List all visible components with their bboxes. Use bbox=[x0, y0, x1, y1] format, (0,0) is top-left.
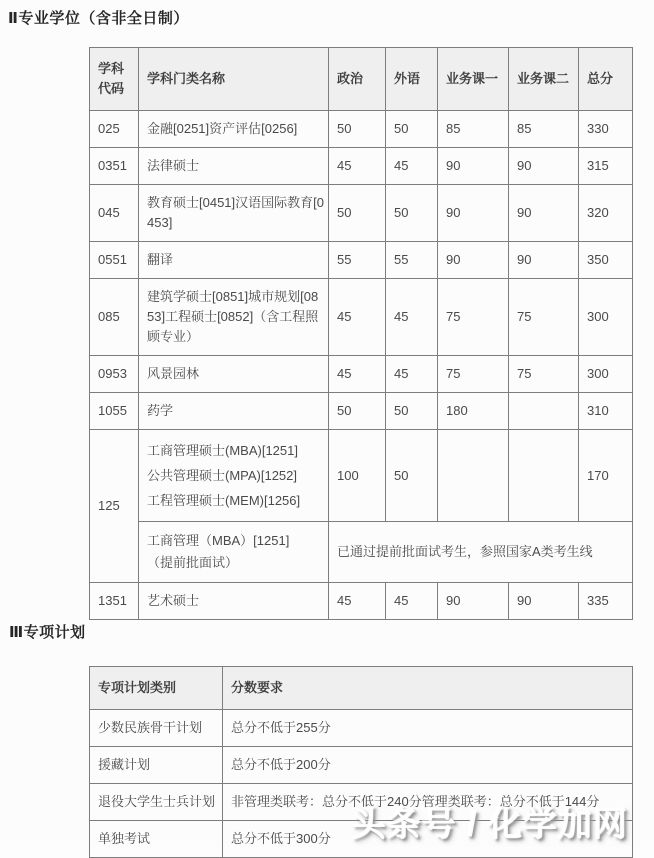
cell-politics: 50 bbox=[329, 393, 386, 430]
table-row bbox=[90, 111, 633, 148]
cell-foreign: 50 bbox=[386, 185, 438, 242]
cell-plan-category: 少数民族骨干计划 bbox=[90, 710, 223, 747]
cell-mba-names bbox=[139, 430, 329, 522]
table-row bbox=[90, 710, 633, 747]
cell-total: 335 bbox=[579, 583, 633, 620]
cell-politics: 55 bbox=[329, 242, 386, 279]
cell-code: 045 bbox=[90, 185, 139, 242]
header-politics: 政治 bbox=[329, 48, 386, 111]
cell-total: 300 bbox=[579, 279, 633, 356]
cell-course1: 90 bbox=[438, 242, 509, 279]
cell-politics: 45 bbox=[329, 583, 386, 620]
cell-politics: 50 bbox=[329, 185, 386, 242]
cell-course1: 90 bbox=[438, 185, 509, 242]
cell-course2: 90 bbox=[509, 185, 579, 242]
watermark-toutiao-huaxuejia: 头条号 / 化学加网 bbox=[352, 806, 629, 844]
degree-score-table bbox=[89, 47, 633, 620]
pre-interview-line-2: （提前批面试） bbox=[147, 555, 239, 570]
special-plan-table bbox=[89, 666, 633, 858]
cell-name: 建筑学硕士[0851]城市规划[0853]工程硕士[0852]（含工程照顾专业） bbox=[139, 279, 329, 356]
cell-mba-pre-interview-name bbox=[139, 522, 329, 583]
cell-course1: 75 bbox=[438, 356, 509, 393]
table-row bbox=[90, 784, 633, 821]
cell-total: 315 bbox=[579, 148, 633, 185]
table-row bbox=[90, 242, 633, 279]
cell-foreign: 50 bbox=[386, 430, 438, 522]
cell-code: 1055 bbox=[90, 393, 139, 430]
cell-mba-note: 已通过提前批面试考生，参照国家A类考生线 bbox=[329, 522, 633, 583]
cell-course2: 85 bbox=[509, 111, 579, 148]
cell-foreign: 45 bbox=[386, 356, 438, 393]
table-row bbox=[90, 279, 633, 356]
table-row bbox=[90, 185, 633, 242]
cell-code-125: 125 bbox=[90, 430, 139, 583]
header-subject-code: 学科代码 bbox=[90, 48, 139, 111]
cell-politics: 100 bbox=[329, 430, 386, 522]
cell-politics: 45 bbox=[329, 279, 386, 356]
table-row-mba-group bbox=[90, 430, 633, 522]
cell-course1: 85 bbox=[438, 111, 509, 148]
cell-course1 bbox=[438, 430, 509, 522]
table-row bbox=[90, 148, 633, 185]
cell-course1: 90 bbox=[438, 583, 509, 620]
table-row bbox=[90, 356, 633, 393]
section-title-special-plan: Ⅲ专项计划 bbox=[9, 624, 86, 641]
cell-score-requirement: 非管理类联考：总分不低于240分管理类联考：总分不低于144分 bbox=[223, 784, 633, 821]
cell-code: 0351 bbox=[90, 148, 139, 185]
cell-total: 310 bbox=[579, 393, 633, 430]
cell-foreign: 50 bbox=[386, 393, 438, 430]
header-plan-category: 专项计划类别 bbox=[90, 667, 223, 710]
cell-course2: 75 bbox=[509, 356, 579, 393]
cell-name: 艺术硕士 bbox=[139, 583, 329, 620]
cell-name: 翻译 bbox=[139, 242, 329, 279]
header-course-two: 业务课二 bbox=[509, 48, 579, 111]
cell-course2: 90 bbox=[509, 242, 579, 279]
cell-total: 170 bbox=[579, 430, 633, 522]
header-score-requirement: 分数要求 bbox=[223, 667, 633, 710]
cell-name: 教育硕士[0451]汉语国际教育[0453] bbox=[139, 185, 329, 242]
mba-line-2: 公共管理硕士(MPA)[1252] bbox=[147, 468, 298, 483]
cell-name: 法律硕士 bbox=[139, 148, 329, 185]
cell-foreign: 45 bbox=[386, 279, 438, 356]
cell-total: 330 bbox=[579, 111, 633, 148]
cell-foreign: 55 bbox=[386, 242, 438, 279]
cell-code: 085 bbox=[90, 279, 139, 356]
cell-foreign: 45 bbox=[386, 148, 438, 185]
header-subject-name: 学科门类名称 bbox=[139, 48, 329, 111]
table-row bbox=[90, 583, 633, 620]
cell-score-requirement: 总分不低于200分 bbox=[223, 747, 633, 784]
cell-politics: 45 bbox=[329, 356, 386, 393]
cell-course1: 90 bbox=[438, 148, 509, 185]
cell-total: 300 bbox=[579, 356, 633, 393]
header-total-score: 总分 bbox=[579, 48, 633, 111]
mba-line-1: 工商管理硕士(MBA)[1251] bbox=[147, 443, 298, 458]
cell-course1: 75 bbox=[438, 279, 509, 356]
cell-foreign: 50 bbox=[386, 111, 438, 148]
cell-plan-category: 单独考试 bbox=[90, 821, 223, 858]
cell-course1: 180 bbox=[438, 393, 509, 430]
cell-politics: 50 bbox=[329, 111, 386, 148]
header-foreign-language: 外语 bbox=[386, 48, 438, 111]
cell-code: 1351 bbox=[90, 583, 139, 620]
cell-foreign: 45 bbox=[386, 583, 438, 620]
table-row bbox=[90, 393, 633, 430]
table-header-row bbox=[90, 667, 633, 710]
mba-line-3: 工程管理硕士(MEM)[1256] bbox=[147, 493, 301, 508]
cell-course2: 90 bbox=[509, 583, 579, 620]
cell-code: 0551 bbox=[90, 242, 139, 279]
cell-name: 药学 bbox=[139, 393, 329, 430]
pre-interview-line-1: 工商管理（MBA）[1251] bbox=[147, 533, 290, 548]
cell-name: 风景园林 bbox=[139, 356, 329, 393]
cell-code: 0953 bbox=[90, 356, 139, 393]
table-row-mba-pre-interview bbox=[90, 522, 633, 583]
table-row bbox=[90, 821, 633, 858]
cell-course2: 75 bbox=[509, 279, 579, 356]
cell-total: 320 bbox=[579, 185, 633, 242]
section-title-professional-degree: Ⅱ专业学位（含非全日制） bbox=[8, 10, 189, 27]
cell-score-requirement: 总分不低于300分 bbox=[223, 821, 633, 858]
cell-politics: 45 bbox=[329, 148, 386, 185]
cell-total: 350 bbox=[579, 242, 633, 279]
header-course-one: 业务课一 bbox=[438, 48, 509, 111]
cell-course2 bbox=[509, 393, 579, 430]
cell-name: 金融[0251]资产评估[0256] bbox=[139, 111, 329, 148]
table-row bbox=[90, 747, 633, 784]
cell-course2: 90 bbox=[509, 148, 579, 185]
cell-score-requirement: 总分不低于255分 bbox=[223, 710, 633, 747]
cell-plan-category: 援藏计划 bbox=[90, 747, 223, 784]
cell-course2 bbox=[509, 430, 579, 522]
cell-code: 025 bbox=[90, 111, 139, 148]
cell-plan-category: 退役大学生士兵计划 bbox=[90, 784, 223, 821]
table-header-row bbox=[90, 48, 633, 111]
